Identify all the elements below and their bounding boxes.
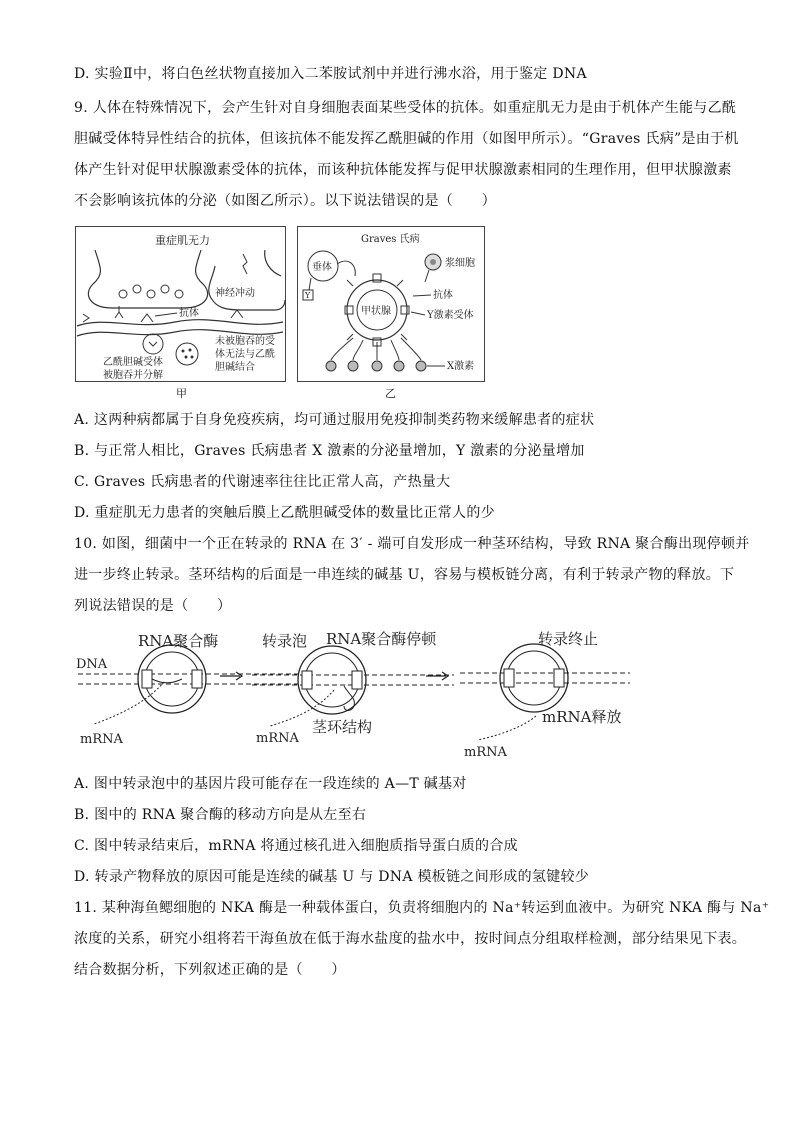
fig-yi-plasma-cell: 浆细胞 <box>445 258 475 269</box>
fig2-mrna-3: mRNA <box>464 745 507 760</box>
fig2-dna: DNA <box>76 657 108 672</box>
q9-stem-line-1: 9. 人体在特殊情况下，会产生针对自身细胞表面某些受体的抗体。如重症肌无力是由于机体产生能与乙酰 <box>74 100 737 116</box>
figure-yi <box>297 226 485 382</box>
fig-yi-label: 乙 <box>385 387 396 400</box>
figure-transcription <box>74 624 634 764</box>
fig-jia-antibody: 抗体 <box>179 308 199 319</box>
fig2-mrna-2: mRNA <box>256 731 299 746</box>
fig-jia-right-caption-3: 胆碱结合 <box>215 362 255 373</box>
q9-option-a: A. 这两种病都属于自身免疫疾病，均可通过服用免疫抑制类药物来缓解患者的症状 <box>74 412 595 428</box>
q9-option-d: D. 重症肌无力患者的突触后膜上乙酰胆碱受体的数量比正常人的少 <box>74 505 495 521</box>
q11-stem-line-2: 浓度的关系，研究小组将若干海鱼放在低于海水盐度的盐水中，按时间点分组取样检测，部分结果见下表。 <box>74 931 747 947</box>
fig-yi-antibody: 抗体 <box>433 290 453 301</box>
fig2-pause: RNA聚合酶停顿 <box>326 630 437 648</box>
q10-option-a: A. 图中转录泡中的基因片段可能存在一段连续的 A—T 碱基对 <box>74 776 467 792</box>
fig-jia-left-caption-2: 被胞吞并分解 <box>103 370 163 381</box>
q10-option-d: D. 转录产物释放的原因可能是连续的碱基 U 与 DNA 模板链之间形成的氢键较少 <box>74 869 590 885</box>
option-d-prev: D. 实验Ⅱ中，将白色丝状物直接加入二苯胺试剂中并进行沸水浴，用于鉴定 DNA <box>74 66 587 82</box>
fig-jia-title: 重症肌无力 <box>155 234 210 247</box>
fig-jia-nerve-impulse: 神经冲动 <box>215 288 255 299</box>
q11-stem-line-3: 结合数据分析，下列叙述正确的是（ ） <box>74 962 346 978</box>
q10-stem-line-1: 10. 如图，细菌中一个正在转录的 RNA 在 3′ - 端可自发形成一种茎环结构，导致 RNA 聚合酶出现停顿并 <box>74 536 750 552</box>
fig-jia-right-caption-1: 未被胞吞的受 <box>215 336 275 347</box>
fig2-mrna-1: mRNA <box>80 732 123 747</box>
fig2-stem-loop: 茎环结构 <box>312 718 373 736</box>
q9-stem-line-2: 胆碱受体特异性结合的抗体，但该抗体不能发挥乙酰胆碱的作用（如图甲所示）。“Graves 氏病”是由于机 <box>74 131 739 147</box>
q10-stem-line-3: 列说法错误的是（ ） <box>74 598 232 614</box>
q10-option-b: B. 图中的 RNA 聚合酶的移动方向是从左至右 <box>74 807 367 823</box>
fig-jia-right-caption-2: 体无法与乙酰 <box>215 349 275 360</box>
fig-yi-thyroid: 甲状腺 <box>361 306 391 317</box>
fig-jia-left-caption-1: 乙酰胆碱受体 <box>103 357 163 368</box>
fig2-rna-pol: RNA聚合酶 <box>138 632 219 650</box>
fig2-bubble: 转录泡 <box>262 632 308 650</box>
q10-option-c: C. 图中转录结束后，mRNA 将通过核孔进入细胞质指导蛋白质的合成 <box>74 838 518 854</box>
fig-yi-title: Graves 氏病 <box>361 234 420 245</box>
fig-yi-x-hormone: X激素 <box>447 361 475 372</box>
q9-option-b: B. 与正常人相比，Graves 氏病患者 X 激素的分泌量增加，Y 激素的分泌量增加 <box>74 443 585 459</box>
q11-stem-line-1: 11. 某种海鱼鳃细胞的 NKA 酶是一种载体蛋白，负责将细胞内的 Na⁺转运到血液中。为研究 NKA 酶与 Na⁺ <box>74 900 770 916</box>
q9-option-c: C. Graves 氏病患者的代谢速率往往比正常人高，产热量大 <box>74 474 451 490</box>
fig-yi-y-receptor: Y激素受体 <box>427 310 474 321</box>
q10-stem-line-2: 进一步终止转录。茎环结构的后面是一串连续的碱基 U，容易与模板链分离，有利于转录产物的释放。下 <box>74 567 735 583</box>
fig2-release: mRNA释放 <box>542 708 622 726</box>
fig-jia-label: 甲 <box>176 387 187 400</box>
q9-stem-line-4: 不会影响该抗体的分泌（如图乙所示）。以下说法错误的是（ ） <box>74 193 496 209</box>
fig-yi-y-small: Y <box>305 291 311 300</box>
figure-jia <box>75 226 286 382</box>
fig-yi-pituitary: 垂体 <box>312 262 332 273</box>
fig2-termination: 转录终止 <box>538 630 599 648</box>
q9-stem-line-3: 体产生针对促甲状腺激素受体的抗体，而该种抗体能发挥与促甲状腺激素相同的生理作用，但甲状腺激素 <box>74 162 732 178</box>
